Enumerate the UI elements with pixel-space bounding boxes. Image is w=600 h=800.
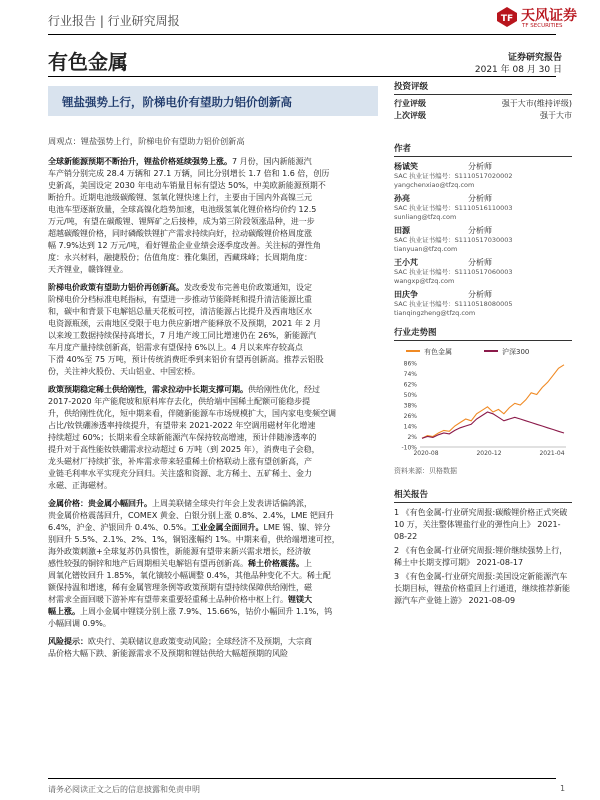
report-subtitle: 锂盐强势上行，阶梯电价有望助力铝价创新高	[62, 95, 292, 109]
report-tags: 行业报告 | 行业研究周报	[48, 14, 180, 28]
author-email[interactable]: sunliang@tfzq.com	[394, 213, 457, 221]
body-span: 持续超过 60%；长期来看全球新能源汽车保持较高增速，预计伴随渗透率的	[48, 433, 317, 442]
paragraph-line	[48, 366, 388, 378]
author-email[interactable]: tianyuan@tfzq.com	[394, 245, 458, 253]
paragraph-line	[48, 216, 388, 228]
sidebar-rule	[394, 340, 572, 341]
logo-subtext: TF SECURITIES	[522, 23, 563, 29]
paragraph-line	[48, 342, 388, 354]
body-span: 电池车型逐渐放量，全球高镍化趋势加速，电池级氢氧化锂价格均价约 12.5	[48, 205, 317, 214]
body-span: 度：永兴材料，融捷股份；估值角度：雅化集团，西藏珠峰；长周期角度：	[48, 253, 312, 262]
body-span: 业链毛利率水平实现充分回归。关注盛和资源、北方稀土、五矿稀土、金力	[48, 469, 312, 478]
author-cert: SAC 执业证书编号：S1110517060003	[394, 268, 513, 276]
author-cert: SAC 执业证书编号：S1110516110003	[394, 204, 513, 212]
paragraph-line	[48, 534, 388, 546]
paragraph	[48, 498, 388, 630]
body-span: 史新高，美国设定 2030 年电动车销量目标有望达 50%，中美欧新能源预期不	[48, 181, 326, 190]
body-span: 6.4%，沪金、沪银回升 0.4%、0.5%。	[48, 523, 192, 532]
body-span: 小幅回调 0.9%。	[48, 619, 111, 628]
author-role: 分析师	[468, 258, 492, 267]
prev-rating-label: 上次评级	[394, 111, 426, 120]
body-span: 上	[304, 559, 312, 568]
paragraph-line	[48, 168, 388, 180]
prev-rating	[394, 110, 572, 122]
author-role: 分析师	[468, 290, 492, 299]
x-tick-label: 2021-04	[539, 450, 565, 457]
paragraph-line	[48, 618, 388, 630]
related-report-item[interactable]: 1 《有色金属-行业研究周报:碳酸锂价格正式突破 10 万，关注整体锂盐行业的弹性向上》 2021-08-22	[394, 508, 568, 541]
lead-text: 周观点：锂盐强势上行，阶梯电价有望助力铝价创新高	[48, 136, 245, 146]
author-name: 田源	[394, 226, 410, 235]
paragraph-line	[48, 282, 388, 294]
paragraph-line	[48, 420, 388, 432]
author-entry	[394, 161, 572, 190]
body-span: 和，碳中和背景下电解铝总量天花板可控，清洁能源占比提升及西南地区水	[48, 307, 312, 316]
paragraph-line	[48, 582, 388, 594]
body-span: 车产销分别完成 28.4 万辆和 27.1 万辆，同比分别增长 1.7 倍和 1.6 倍，创历	[48, 169, 330, 178]
industry-rating-value: 强于大市(维持评级)	[501, 99, 572, 108]
body-span: 欧央行、美联储议息政策变动风险；全球经济不及预期，大宗商	[88, 637, 312, 646]
body-span: 额保持温和增速，稀有金属管理条例等政策预期有望持续保障供给刚性，磁	[48, 583, 312, 592]
author-role: 分析师	[468, 194, 492, 203]
body-span: 天齐锂业，赣锋锂业。	[48, 265, 128, 274]
body-span: 龙头磁材厂持续扩张，补库需求带来轻重稀土价格联动上涨有望创新高，产	[48, 457, 312, 466]
related-report-item[interactable]: 3 《有色金属-行业研究周报:美国设定新能源汽车长期目标，锂盐价格重回上行通道，继续推荐新能源汽车产业链上游》 2021-08-09	[394, 572, 570, 605]
y-tick-label: 2%	[407, 434, 417, 441]
paragraph-line	[48, 156, 388, 168]
paragraph	[48, 636, 388, 660]
paragraph	[48, 384, 388, 492]
paragraph-line	[48, 468, 388, 480]
y-tick-label: 38%	[403, 402, 417, 410]
trend-title: 行业走势图	[394, 328, 437, 338]
paragraph-line	[48, 432, 388, 444]
x-tick-label: 2020-08	[413, 450, 439, 457]
body-span: 车月度产量持续创新高，铝需求有望保持 6%以上。4 月以来库存较高点	[48, 343, 303, 352]
author-cert: SAC 执业证书编号：S1110517020002	[394, 172, 513, 180]
author-role: 分析师	[468, 226, 492, 235]
author-cert: SAC 执业证书编号：S1110518080005	[394, 300, 513, 308]
industry-trend-chart	[394, 343, 572, 463]
series-line-nonferrous	[422, 365, 564, 439]
body-span: 下滑 40%至 75 万吨，预计传统消费旺季到来铝价有望再创新高。推荐云铝股	[48, 355, 324, 364]
paragraph-line	[48, 558, 388, 570]
body-span: 升，供给刚性优化，短中期来看，伴随新能源车市场规模扩大，国内家电变频空调	[48, 409, 336, 418]
y-tick-label: 14%	[403, 423, 417, 431]
emphasis-text: 阶梯电价政策有望助力铝价再创新高。	[48, 283, 184, 292]
body-span: 海外政策刺激+全球复苏仍具惯性，新能源有望带来新兴需求增长，经济敏	[48, 547, 311, 556]
author-email[interactable]: yangchenxiao@tfzq.com	[394, 181, 475, 189]
body-span: 感性较强的铜锌和地产后周期相关电解铝有望再创新高。	[48, 559, 248, 568]
legend-label: 沪深300	[502, 348, 530, 356]
paragraph-line	[48, 510, 388, 522]
y-tick-label: 74%	[403, 371, 417, 378]
footer-rule	[48, 778, 556, 779]
paragraph-line	[48, 498, 388, 510]
report-date: 2021 年 08 月 30 日	[474, 65, 562, 75]
body-span: 发改委发布完善电价政策通知，设定	[184, 283, 312, 292]
body-text	[48, 156, 388, 666]
sidebar-rule	[394, 502, 572, 503]
report-type: 证券研究报告	[507, 53, 562, 63]
sidebar-rule	[394, 156, 572, 157]
page-number: 1	[560, 784, 566, 793]
paragraph-line	[48, 264, 388, 276]
paragraph-line	[48, 354, 388, 366]
author-entry	[394, 225, 572, 254]
author-name: 王小芃	[394, 258, 418, 267]
body-span: 贵金属价格震荡回升，COMEX 黄金、白银分别上涨 0.8%、2.4%，LME 钯回升	[48, 511, 335, 520]
logo-mark-icon	[496, 6, 518, 28]
emphasis-text: 金属价格：贵金属小幅回升。	[48, 499, 152, 508]
body-span: 以来竣工数据持续保持高增长，7 月地产竣工同比增速仍在 26%，新能源汽	[48, 331, 316, 340]
emphasis-text: 工业金属全面回升。	[191, 523, 264, 532]
paragraph-line	[48, 546, 388, 558]
paragraph-line	[48, 522, 388, 534]
legend-label: 有色金属	[424, 348, 452, 356]
body-span: LME 锡、镍、锌分	[263, 523, 331, 532]
author-entry	[394, 289, 572, 318]
emphasis-text: 锂镁大	[288, 595, 312, 604]
y-tick-label: 26%	[403, 413, 417, 420]
body-span: 万元/吨，有望在碳酸锂、锂辉矿之后接棒，成为第三阶段领涨品种，进一步	[48, 217, 315, 226]
body-span: 上周小金属中锂镁分别上涨 7.9%、15.66%，钴价小幅回升 1.1%，钨	[80, 607, 333, 616]
industry-rating-label: 行业评级	[394, 99, 426, 108]
paragraph-line	[48, 594, 388, 606]
emphasis-text: 政策预期稳定稀土供给刚性，需求拉动中长期支撑可期。	[48, 385, 248, 394]
y-tick-label: 86%	[403, 360, 417, 368]
logo-text: 天风证券	[521, 8, 577, 24]
paragraph-line	[48, 480, 388, 492]
related-reports	[394, 507, 572, 607]
body-span: 周氧化镨钕回升 1.85%，氧化镝较小幅调整 0.4%，其他品种变化不大。稀土配	[48, 571, 331, 580]
paragraph-line	[48, 192, 388, 204]
paragraph-line	[48, 240, 388, 252]
paragraph-line	[48, 306, 388, 318]
svg-text:TF: TF	[500, 14, 514, 24]
paragraph-line	[48, 384, 388, 396]
body-span: 幅 7.9%达到 12 万元/吨，看好锂盐企业业绩会逐季度改善。关注标的弹性角	[48, 241, 321, 250]
author-name: 孙亮	[394, 194, 410, 203]
paragraph-line	[48, 180, 388, 192]
paragraph-line	[48, 228, 388, 240]
body-span: 份，关注神火股份、天山铝业、中国宏桥。	[48, 367, 200, 376]
emphasis-text: 稀土价格震荡。	[248, 559, 304, 568]
body-span: 别回升 5.5%、2.1%、2%、1%，铜铝涨幅约 1%。中期来看，供给端增速可控，	[48, 535, 340, 544]
body-span: 阶梯电价分档标准电耗指标，有望进一步推动节能降耗和提升清洁能源比重	[48, 295, 312, 304]
series-line-csi300	[422, 412, 564, 438]
paragraph-line	[48, 204, 388, 216]
body-span: 7 月份，国内新能源汽	[232, 157, 312, 166]
paragraph-line	[48, 252, 388, 264]
paragraph-line	[48, 570, 388, 582]
paragraph-line	[48, 318, 388, 330]
body-span: 品价格大幅下跌、新能源需求不及预期和锂钴供给大幅超预期的风险	[48, 649, 288, 658]
author-role: 分析师	[468, 162, 492, 171]
prev-rating-value: 强于大市	[540, 111, 572, 120]
paragraph-line	[48, 396, 388, 408]
y-tick-label: -10%	[401, 444, 417, 452]
emphasis-text: 全球新能源预期不断抬升，锂盐价格延续强势上涨。	[48, 157, 232, 166]
author-entry	[394, 193, 572, 222]
paragraph-line	[48, 444, 388, 456]
industry-rating	[394, 98, 572, 110]
chart-source: 资料来源：贝格数据	[394, 467, 457, 475]
page-title: 有色金属	[48, 50, 128, 74]
rating-title: 投资评级	[394, 82, 429, 92]
body-span: 上周美联储全球央行年会上发表讲话偏鸽派，	[152, 499, 312, 508]
author-cert: SAC 执业证书编号：S1110517030003	[394, 236, 513, 244]
body-span: 电资源瓶颈，云南地区受限于电力供应新增产能释放不及预期，2021 年 2 月	[48, 319, 322, 328]
author-list	[394, 161, 572, 318]
footer-disclaimer: 请务必阅读正文之后的信息披露和免责申明	[48, 785, 200, 794]
x-tick-label: 2020-12	[476, 450, 502, 457]
author-name: 田庆争	[394, 290, 418, 299]
y-tick-label: 50%	[403, 392, 417, 399]
sidebar-rule	[394, 94, 572, 95]
paragraph-line	[48, 330, 388, 342]
header-rule	[48, 34, 556, 35]
body-span: 2017-2020 年产能爬坡和原料库存去化，供给端中国稀土配额可能稳步提	[48, 397, 311, 406]
body-span: 提升对于高性能钕铁硼需求拉动超过 6 万吨（到 2025 年），消费电子会稳，	[48, 445, 320, 454]
paragraph	[48, 282, 388, 378]
paragraph-line	[48, 606, 388, 618]
body-span: 材需求全面回暖下游补库有望带来重要轻重稀土品种价格中枢上行。	[48, 595, 288, 604]
body-span: 超越碳酸锂价格，同时磷酸铁锂扩产需求持续向好，拉动碳酸锂价格周度涨	[48, 229, 312, 238]
paragraph	[48, 156, 388, 276]
body-span: 占比/钕铁硼渗透率持续提升，有望带来 2021-2022 年空调用磁材年化增速	[48, 421, 316, 430]
author-entry	[394, 257, 572, 286]
related-report-item[interactable]: 2 《有色金属-行业研究周报:锂价继续强势上行，稀土中长期支撑可期》 2021-08-17	[394, 546, 568, 567]
authors-title: 作者	[394, 144, 412, 154]
related-title: 相关报告	[394, 490, 429, 500]
body-span: 永磁、正海磁材。	[48, 481, 112, 490]
paragraph-line	[48, 456, 388, 468]
body-span: 断抬升。近期电池级碳酸锂、氢氧化锂快速上行，主要由于国内外高镍三元	[48, 193, 312, 202]
title-rule	[48, 76, 556, 77]
emphasis-text: 幅上涨。	[48, 607, 80, 616]
author-name: 杨诚笑	[394, 162, 418, 171]
sidebar	[394, 80, 572, 609]
paragraph-line	[48, 294, 388, 306]
company-logo	[496, 4, 576, 32]
body-span: 供给刚性优化，经过	[248, 385, 320, 394]
paragraph-line	[48, 408, 388, 420]
author-email[interactable]: wangxp@tfzq.com	[394, 277, 455, 285]
author-email[interactable]: tianqingzheng@tfzq.com	[394, 309, 476, 317]
emphasis-text: 风险提示：	[48, 637, 88, 646]
paragraph-line	[48, 648, 388, 660]
y-tick-label: 62%	[403, 381, 417, 389]
paragraph-line	[48, 636, 388, 648]
